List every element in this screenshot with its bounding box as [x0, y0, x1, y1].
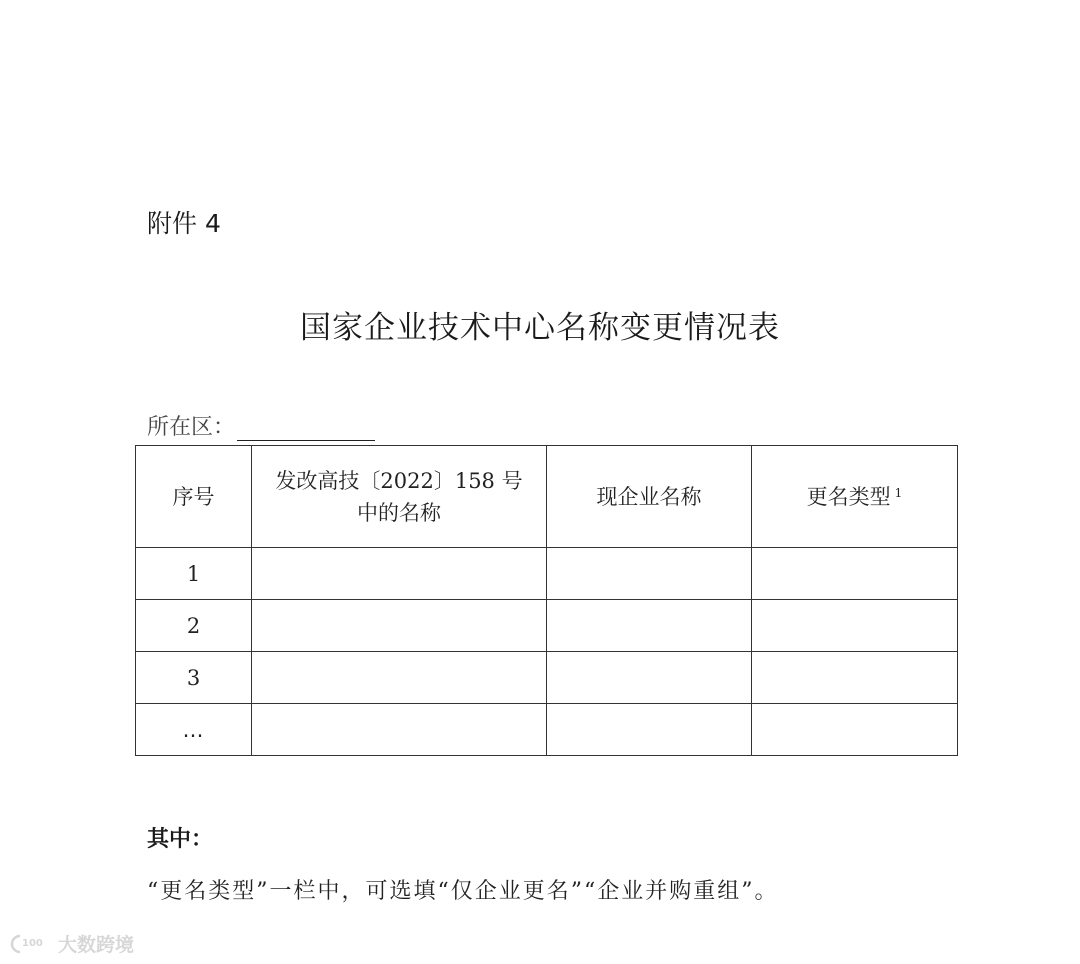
cell-change-type — [752, 652, 958, 704]
table-row — [136, 548, 958, 600]
header-current-name: 现企业名称 — [547, 446, 752, 548]
row-number-ellipsis: … — [136, 704, 252, 756]
cell-change-type — [752, 548, 958, 600]
cell-current-name — [547, 548, 752, 600]
cell-original-name — [252, 548, 547, 600]
cell-original-name — [252, 600, 547, 652]
header-original-name-line1: 发改高技〔2022〕158 号 — [275, 468, 523, 493]
watermark — [10, 930, 134, 957]
table-row — [136, 704, 958, 756]
notes-heading: 其中： — [147, 827, 214, 852]
attachment-label: 附件 4 — [147, 209, 221, 238]
table-header-row — [136, 446, 958, 548]
table-row — [136, 652, 958, 704]
cell-change-type — [752, 704, 958, 756]
watermark-text: 大数跨境 — [58, 934, 135, 956]
district-blank-line — [237, 414, 375, 441]
cell-current-name — [547, 704, 752, 756]
row-number: 1 — [136, 548, 252, 600]
header-original-name — [252, 446, 547, 548]
watermark-logo-icon — [10, 932, 54, 956]
cell-original-name — [252, 704, 547, 756]
footnote-marker: 1 — [894, 485, 903, 500]
cell-current-name — [547, 652, 752, 704]
page-title: 国家企业技术中心名称变更情况表 — [300, 310, 780, 346]
row-number: 2 — [136, 600, 252, 652]
header-change-type — [752, 446, 958, 548]
notes-text: “更名类型”一栏中，可选填“仅企业更名”“企业并购重组”。 — [147, 879, 779, 904]
table-row — [136, 600, 958, 652]
header-serial-no: 序号 — [136, 446, 252, 548]
row-number: 3 — [136, 652, 252, 704]
header-original-name-line2: 中的名称 — [357, 500, 441, 525]
cell-change-type — [752, 600, 958, 652]
district-field — [147, 410, 375, 441]
change-table — [135, 445, 958, 756]
cell-original-name — [252, 652, 547, 704]
district-label: 所在区： — [147, 415, 236, 440]
header-change-type-label: 更名类型 — [806, 484, 891, 509]
cell-current-name — [547, 600, 752, 652]
svg-text:100: 100 — [22, 937, 43, 949]
